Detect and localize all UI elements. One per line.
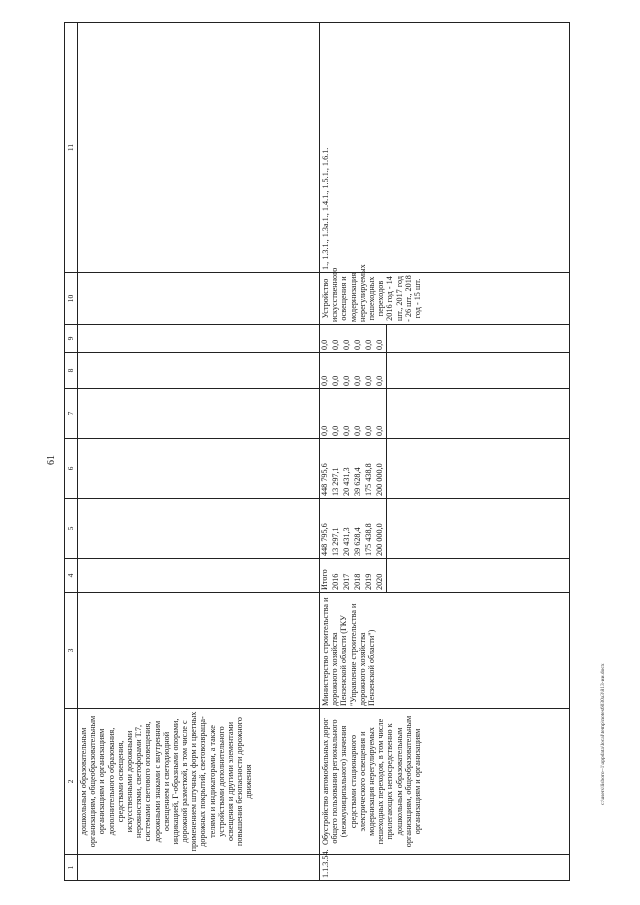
continued-measure-name: дошкольным образовательным организациям, общеобразовательным организациям и организациям дополнительного образования, средствами освещения, искусственными дорожными неровностями, светофорами Т.7, системами светового оповещения, дорожными знаками с внутренним освещением и светодиодной индикацией, Г-образными опорами, дорожной разметкой, в том числе с применением штучных форм и цветных дорожных покрытий, световозвращателями и индикаторами, а также устройствами дополнительного освещения и другими элементами повышения безопасности дорожного движения bbox=[78, 709, 320, 855]
year-cell: 2017 bbox=[342, 559, 353, 593]
year-cell: 2018 bbox=[353, 559, 364, 593]
amount-col7: 0,0 bbox=[342, 389, 353, 439]
amount-regional: 39 628,4 bbox=[353, 439, 364, 499]
table-row bbox=[78, 23, 320, 881]
amount-col8: 0,0 bbox=[364, 353, 375, 389]
year-cell: 2020 bbox=[375, 559, 387, 593]
header-cell: 1 bbox=[65, 855, 78, 881]
measure-name: Обустройство автомобильных дорог общего пользования регионального (межмуниципального) значения средствами стационарного электрического освещения и модернизация нерегулируемых пешеходных переходов, в том числе прилегающих непосредственно к дошкольным образовательным организациям, общеобразовательным организациям и организациям bbox=[320, 709, 570, 855]
amount-regional: 13 297,1 bbox=[331, 439, 342, 499]
amount-col9: 0,0 bbox=[364, 325, 375, 353]
amount-col7: 0,0 bbox=[375, 389, 387, 439]
header-cell: 7 bbox=[65, 389, 78, 439]
amount-total: 20 431,3 bbox=[342, 499, 353, 559]
amount-col7: 0,0 bbox=[320, 389, 332, 439]
header-cell: 10 bbox=[65, 273, 78, 325]
amount-regional: 175 438,8 bbox=[364, 439, 375, 499]
executor: Министерство строительства и дорожного хозяйства Пензенской области (ГКУ "Управление строительства и дорожного хозяйства Пензенской области") bbox=[320, 593, 570, 709]
amount-regional: 448 795,6 bbox=[320, 439, 332, 499]
amount-col9: 0,0 bbox=[331, 325, 342, 353]
amount-col8: 0,0 bbox=[331, 353, 342, 389]
page-number: 61 bbox=[46, 455, 57, 465]
amount-col7: 0,0 bbox=[331, 389, 342, 439]
amount-col7: 0,0 bbox=[353, 389, 364, 439]
measure-number: 1.1.3.54. bbox=[320, 855, 570, 881]
table-row bbox=[320, 23, 332, 881]
amount-col9: 0,0 bbox=[353, 325, 364, 353]
expected-result: Устройство искусственного освещения и модернизация нерегулируемых пешеходных переходов 2016 год - 14 шт., 2017 год - 26 шт., 2018 год - 15 шт. bbox=[320, 273, 570, 325]
header-cell: 9 bbox=[65, 325, 78, 353]
amount-col9: 0,0 bbox=[342, 325, 353, 353]
amount-col9: 0,0 bbox=[375, 325, 387, 353]
year-cell: 2016 bbox=[331, 559, 342, 593]
amount-total: 13 297,1 bbox=[331, 499, 342, 559]
header-row bbox=[65, 23, 78, 881]
amount-col8: 0,0 bbox=[320, 353, 332, 389]
header-cell: 8 bbox=[65, 353, 78, 389]
amount-total: 175 438,8 bbox=[364, 499, 375, 559]
header-cell: 6 bbox=[65, 439, 78, 499]
header-cell: 3 bbox=[65, 593, 78, 709]
amount-total: 200 000,0 bbox=[375, 499, 387, 559]
amount-col8: 0,0 bbox=[342, 353, 353, 389]
header-cell: 11 bbox=[65, 23, 78, 273]
amount-col8: 0,0 bbox=[353, 353, 364, 389]
header-cell: 4 bbox=[65, 559, 78, 593]
amount-total: 39 628,4 bbox=[353, 499, 364, 559]
amount-col8: 0,0 bbox=[375, 353, 387, 389]
amount-regional: 200 000,0 bbox=[375, 439, 387, 499]
header-cell: 5 bbox=[65, 499, 78, 559]
amount-col7: 0,0 bbox=[364, 389, 375, 439]
indicators: 1., 1.3.1., 1.3а.1., 1.4.1., 1.5.1., 1.6.1. bbox=[320, 23, 570, 273]
year-cell: 2019 bbox=[364, 559, 375, 593]
amount-col9: 0,0 bbox=[320, 325, 332, 353]
amount-total: 448 795,6 bbox=[320, 499, 332, 559]
file-path-footer: c:\users\lisboro~1\appdata\local\temp\notes6030a3\813-ии.docx bbox=[600, 663, 606, 805]
program-table bbox=[64, 22, 570, 881]
year-cell: Итого bbox=[320, 559, 332, 593]
header-cell: 2 bbox=[65, 709, 78, 855]
amount-regional: 20 431,3 bbox=[342, 439, 353, 499]
